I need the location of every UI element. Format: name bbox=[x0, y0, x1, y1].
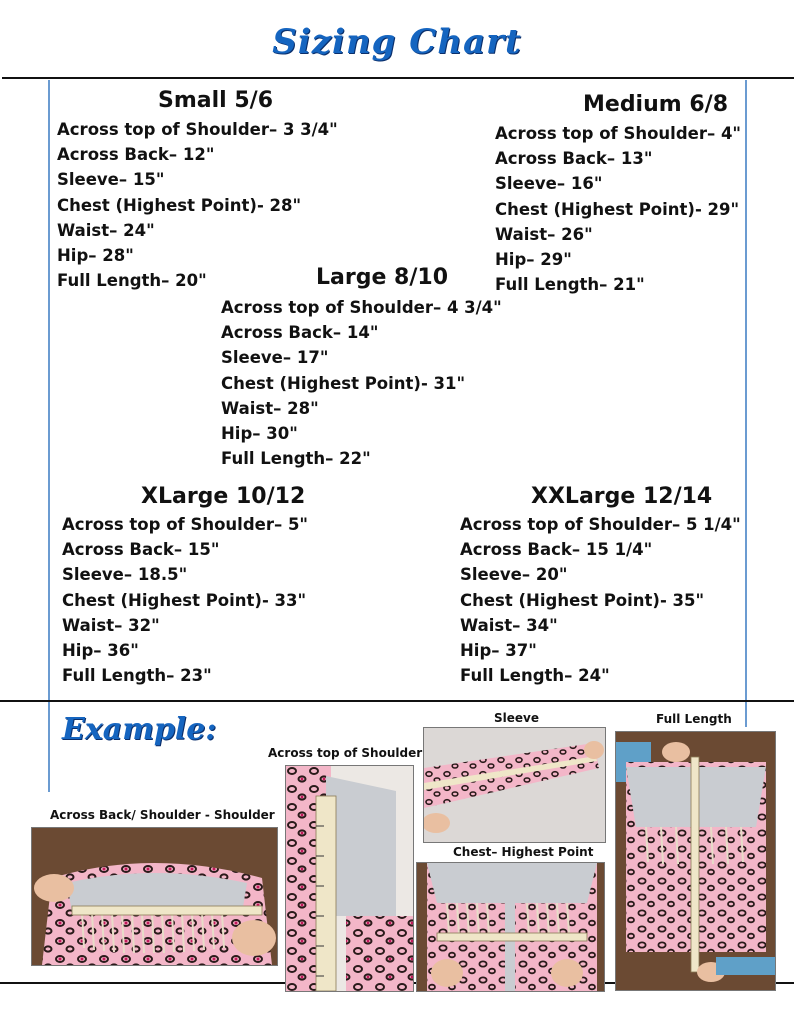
measurement-sleeve: Sleeve– 15" bbox=[57, 170, 165, 190]
photo-across-back bbox=[31, 827, 278, 966]
measurement-back: Across Back– 13" bbox=[495, 149, 653, 169]
measurement-length: Full Length– 24" bbox=[460, 666, 610, 686]
measurement-sleeve: Sleeve– 20" bbox=[460, 565, 568, 585]
measurements-large bbox=[221, 295, 502, 471]
measurement-length: Full Length– 21" bbox=[495, 275, 645, 295]
measurement-chest: Chest (Highest Point)- 28" bbox=[57, 195, 302, 215]
measurement-back: Across Back– 15 1/4" bbox=[460, 540, 653, 560]
measurement-waist: Waist– 28" bbox=[221, 398, 319, 418]
caption-chest: Chest– Highest Point bbox=[453, 845, 594, 859]
measurement-length: Full Length– 23" bbox=[62, 666, 212, 686]
measurement-hip: Hip– 30" bbox=[221, 424, 298, 444]
measurement-waist: Waist– 34" bbox=[460, 615, 558, 635]
right-guide-line bbox=[745, 80, 747, 700]
measurement-hip: Hip– 29" bbox=[495, 250, 572, 270]
measurement-waist: Waist– 32" bbox=[62, 615, 160, 635]
size-title-small: Small 5/6 bbox=[158, 88, 274, 113]
caption-across-back: Across Back/ Shoulder - Shoulder bbox=[50, 808, 275, 822]
photo-chest bbox=[416, 862, 605, 992]
caption-sleeve: Sleeve bbox=[494, 711, 539, 725]
measurement-back: Across Back– 15" bbox=[62, 540, 220, 560]
caption-shoulder: Across top of Shoulder bbox=[268, 746, 423, 760]
measurement-shoulder: Across top of Shoulder– 5 1/4" bbox=[460, 515, 741, 534]
measurement-shoulder: Across top of Shoulder– 4" bbox=[495, 124, 742, 143]
left-guide-line-lower bbox=[48, 702, 50, 792]
measurement-hip: Hip– 37" bbox=[460, 641, 537, 661]
size-title-xxlarge: XXLarge 12/14 bbox=[531, 484, 713, 509]
measurements-small bbox=[57, 117, 338, 293]
measurement-shoulder: Across top of Shoulder– 3 3/4" bbox=[57, 120, 338, 139]
measurement-shoulder: Across top of Shoulder– 4 3/4" bbox=[221, 298, 502, 317]
measurement-hip: Hip– 28" bbox=[57, 246, 134, 266]
measurement-sleeve: Sleeve– 17" bbox=[221, 348, 329, 368]
measurement-back: Across Back– 12" bbox=[57, 145, 215, 165]
example-heading: Example: bbox=[62, 712, 217, 747]
photo-sleeve bbox=[423, 727, 606, 843]
left-guide-line bbox=[48, 80, 50, 700]
measurements-medium bbox=[495, 121, 741, 297]
measurement-sleeve: Sleeve– 16" bbox=[495, 174, 603, 194]
measurement-hip: Hip– 36" bbox=[62, 641, 139, 661]
top-divider bbox=[2, 77, 794, 79]
caption-full-length: Full Length bbox=[656, 712, 732, 726]
measurement-length: Full Length– 22" bbox=[221, 449, 371, 469]
measurements-xxlarge bbox=[460, 512, 741, 688]
middle-divider bbox=[0, 700, 794, 702]
measurement-shoulder: Across top of Shoulder– 5" bbox=[62, 515, 309, 534]
size-title-medium: Medium 6/8 bbox=[583, 92, 728, 117]
size-title-xlarge: XLarge 10/12 bbox=[141, 484, 306, 509]
measurement-sleeve: Sleeve– 18.5" bbox=[62, 565, 188, 585]
measurement-chest: Chest (Highest Point)- 35" bbox=[460, 590, 705, 610]
photo-shoulder bbox=[285, 765, 414, 992]
measurement-length: Full Length– 20" bbox=[57, 271, 207, 291]
measurement-chest: Chest (Highest Point)- 29" bbox=[495, 199, 740, 219]
measurement-waist: Waist– 24" bbox=[57, 220, 155, 240]
right-guide-line-lower bbox=[745, 702, 747, 727]
measurements-xlarge bbox=[62, 512, 308, 688]
measurement-back: Across Back– 14" bbox=[221, 323, 379, 343]
measurement-chest: Chest (Highest Point)- 31" bbox=[221, 373, 466, 393]
photo-full-length bbox=[615, 731, 776, 991]
size-title-large: Large 8/10 bbox=[316, 265, 448, 290]
page-title: Sizing Chart bbox=[272, 22, 522, 62]
measurement-chest: Chest (Highest Point)- 33" bbox=[62, 590, 307, 610]
measurement-waist: Waist– 26" bbox=[495, 224, 593, 244]
